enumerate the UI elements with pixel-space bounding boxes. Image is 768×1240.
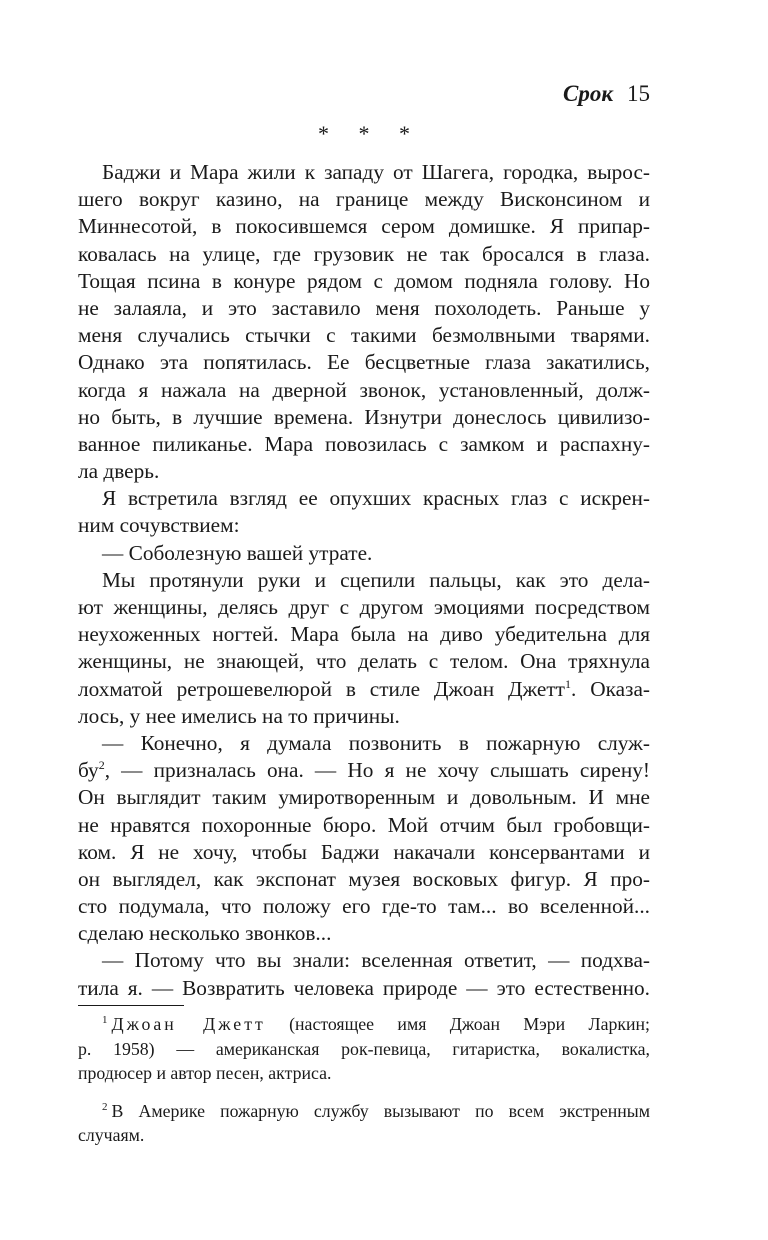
text-line: не нравятся похоронные бюро. Мой отчим был гробовщи- <box>78 812 650 837</box>
text-line: ковалась на улице, где грузовик не так бросался в глаза. <box>78 241 650 266</box>
footnote-1 <box>78 1012 650 1037</box>
text-line: шего вокруг казино, на границе между Висконсином и <box>78 187 650 212</box>
text-segment: , — призналась она. — Но я не хочу слышать сирену! <box>104 758 650 783</box>
text-line: ла дверь. <box>78 459 160 484</box>
footnote-ref-2[interactable]: 2 <box>98 758 105 773</box>
dialogue-line: — Соболезную вашей утрате. <box>102 540 373 565</box>
text-segment: лохматой ретрошевелюрой в стиле Джоан Джетт <box>78 676 565 701</box>
text-line: не залаяла, и это заставило меня похолодеть. Раньше у <box>78 295 650 320</box>
text-line: лось, у нее имелись на то причины. <box>78 703 400 728</box>
text-line: когда я нажала на дверной звонок, установленный, долж- <box>78 377 650 402</box>
text-line: Миннесотой, в покосившемся сером домишке. Я припар- <box>78 214 650 239</box>
text-segment: . Оказа- <box>571 676 650 701</box>
text-line: ним сочувствием: <box>78 513 240 538</box>
text-line: меня случались стычки с такими безмолвными тварями. <box>78 323 650 348</box>
footnote-mark-2: 2 <box>102 1100 108 1113</box>
running-head <box>563 80 650 108</box>
text-line <box>78 676 650 703</box>
text-line: Тощая псина в конуре рядом с домом подняла голову. Но <box>78 268 650 293</box>
page-number: 15 <box>627 81 650 106</box>
text-segment: бу <box>78 758 99 783</box>
footnote-mark-1: 1 <box>102 1014 108 1026</box>
text-line: тила я. — Возвратить человека природе — это естественно. <box>78 975 650 1000</box>
text-line: Баджи и Мара жили к западу от Шагега, городка, вырос- <box>102 160 650 184</box>
main-text <box>78 159 650 1002</box>
text-line: Я встретила взгляд ее опухших красных глаз с искрен- <box>102 486 650 511</box>
footnote-ref-1[interactable]: 1 <box>565 676 571 691</box>
footnote-2 <box>78 1099 650 1124</box>
text-line: неухоженных ногтей. Мара была на диво убедительна для <box>78 622 650 647</box>
dialogue-line: — Конечно, я думала позвонить в пожарную служ- <box>102 730 650 755</box>
footnote-2-line: случаям. <box>78 1125 145 1145</box>
footnotes <box>78 1012 650 1148</box>
footnote-1-line: продюсер и автор песен, актриса. <box>78 1063 332 1083</box>
text-line: ют женщины, делясь друг с другом эмоциями посредством <box>78 595 650 619</box>
text-line: сто подумала, что положу его где-то там... во вселенной... <box>78 894 650 919</box>
text-line: ком. Я не хочу, чтобы Баджи накачали консервантами и <box>78 839 650 864</box>
footnote-divider <box>78 1005 184 1006</box>
running-title: Срок <box>563 81 613 106</box>
dialogue-line: — Потому что вы знали: вселенная ответит, — подхва- <box>102 948 650 973</box>
footnote-1-line: р. 1958) — американская рок-певица, гитаристка, вокалистка, <box>78 1038 650 1059</box>
text-line: но быть, в лучшие времена. Изнутри донеслось цивилизо- <box>78 404 650 429</box>
text-line <box>78 757 650 784</box>
footnote-1-name: Джоан Джетт <box>111 1014 266 1034</box>
book-page <box>78 0 650 1240</box>
text-line: сделаю несколько звонков... <box>78 921 332 946</box>
section-break: * * * <box>318 121 422 146</box>
text-line: Мы протянули руки и сцепили пальцы, как это дела- <box>102 567 650 592</box>
text-line: Однако эта попятилась. Ее бесцветные глаза закатились, <box>78 350 650 375</box>
footnote-spacer <box>78 1086 650 1099</box>
footnote-2-text: В Америке пожарную службу вызывают по всем экстренным <box>111 1100 650 1121</box>
text-line: ванное пиликанье. Мара повозилась с замком и распахну- <box>78 431 650 456</box>
footnote-1-text: (настоящее имя Джоан Мэри Ларкин; <box>289 1014 650 1034</box>
text-line: женщины, не знающей, что делать с телом. Она тряхнула <box>78 649 650 674</box>
text-line: Он выглядит таким умиротворенным и довольным. И мне <box>78 785 650 810</box>
text-line: он выглядел, как экспонат музея восковых фигур. Я про- <box>78 866 650 891</box>
